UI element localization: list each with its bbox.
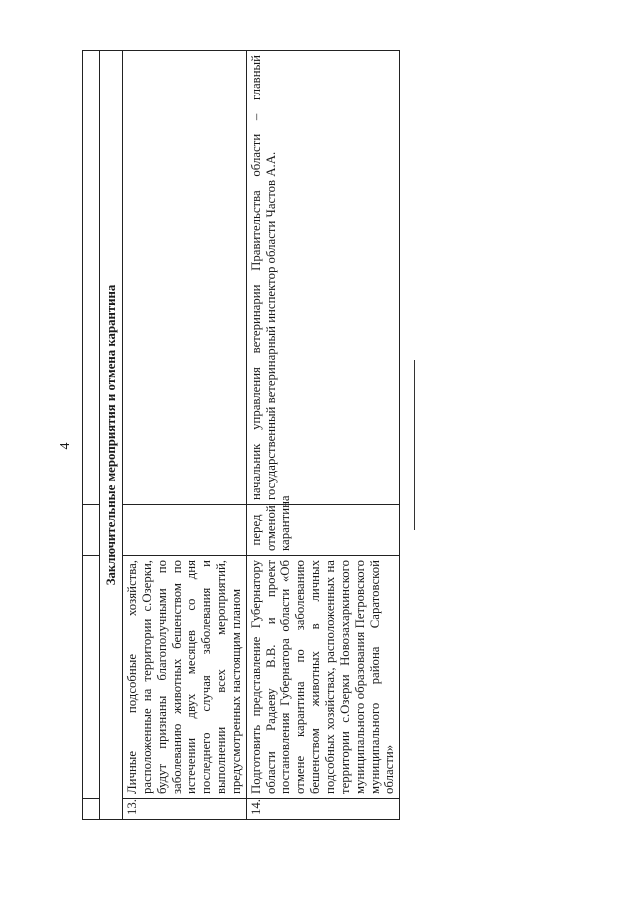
section-heading-row bbox=[100, 51, 123, 820]
row-number: 14. bbox=[246, 799, 399, 820]
signature-line bbox=[414, 360, 415, 530]
table-top-cell bbox=[83, 799, 100, 820]
row-responsible: начальник управления ветеринарии Правительства области – главный государственный ветеринарный инспектор области Частов А.А. bbox=[246, 51, 399, 505]
row-responsible bbox=[123, 51, 247, 505]
section-heading: Заключительные мероприятия и отмена карантина bbox=[100, 51, 123, 820]
table-top-cell bbox=[83, 505, 100, 556]
plan-table-container bbox=[82, 50, 397, 820]
table-row bbox=[246, 51, 399, 820]
row-deadline: перед отменой карантина bbox=[246, 505, 399, 556]
table-top-cell bbox=[83, 51, 100, 505]
table-top-cell bbox=[83, 556, 100, 799]
row-action: Личные подсобные хозяйства, расположенные на территории с.Озерки, будут признаны благополучными по заболеванию животных бешенством по истечении двух месяцев со дня последнего случая заболевания и выполнении всех мероприятий, предусмотренных настоящим планом bbox=[123, 556, 247, 799]
row-action: Подготовить представление Губернатору области Радаеву В.В. и проект постановления Губернатора области «Об отмене карантина по заболеванию бешенством животных в личных подсобных хозяйствах, расположенных на территории с.Озерки Новозахаркинского муниципального образования Петровского муниципального района Саратовской области» bbox=[246, 556, 399, 799]
plan-table bbox=[82, 50, 400, 820]
row-number: 13. bbox=[123, 799, 247, 820]
page-number: 4 bbox=[58, 442, 73, 450]
row-deadline bbox=[123, 505, 247, 556]
table-row bbox=[123, 51, 247, 820]
table-top-row bbox=[83, 51, 100, 820]
